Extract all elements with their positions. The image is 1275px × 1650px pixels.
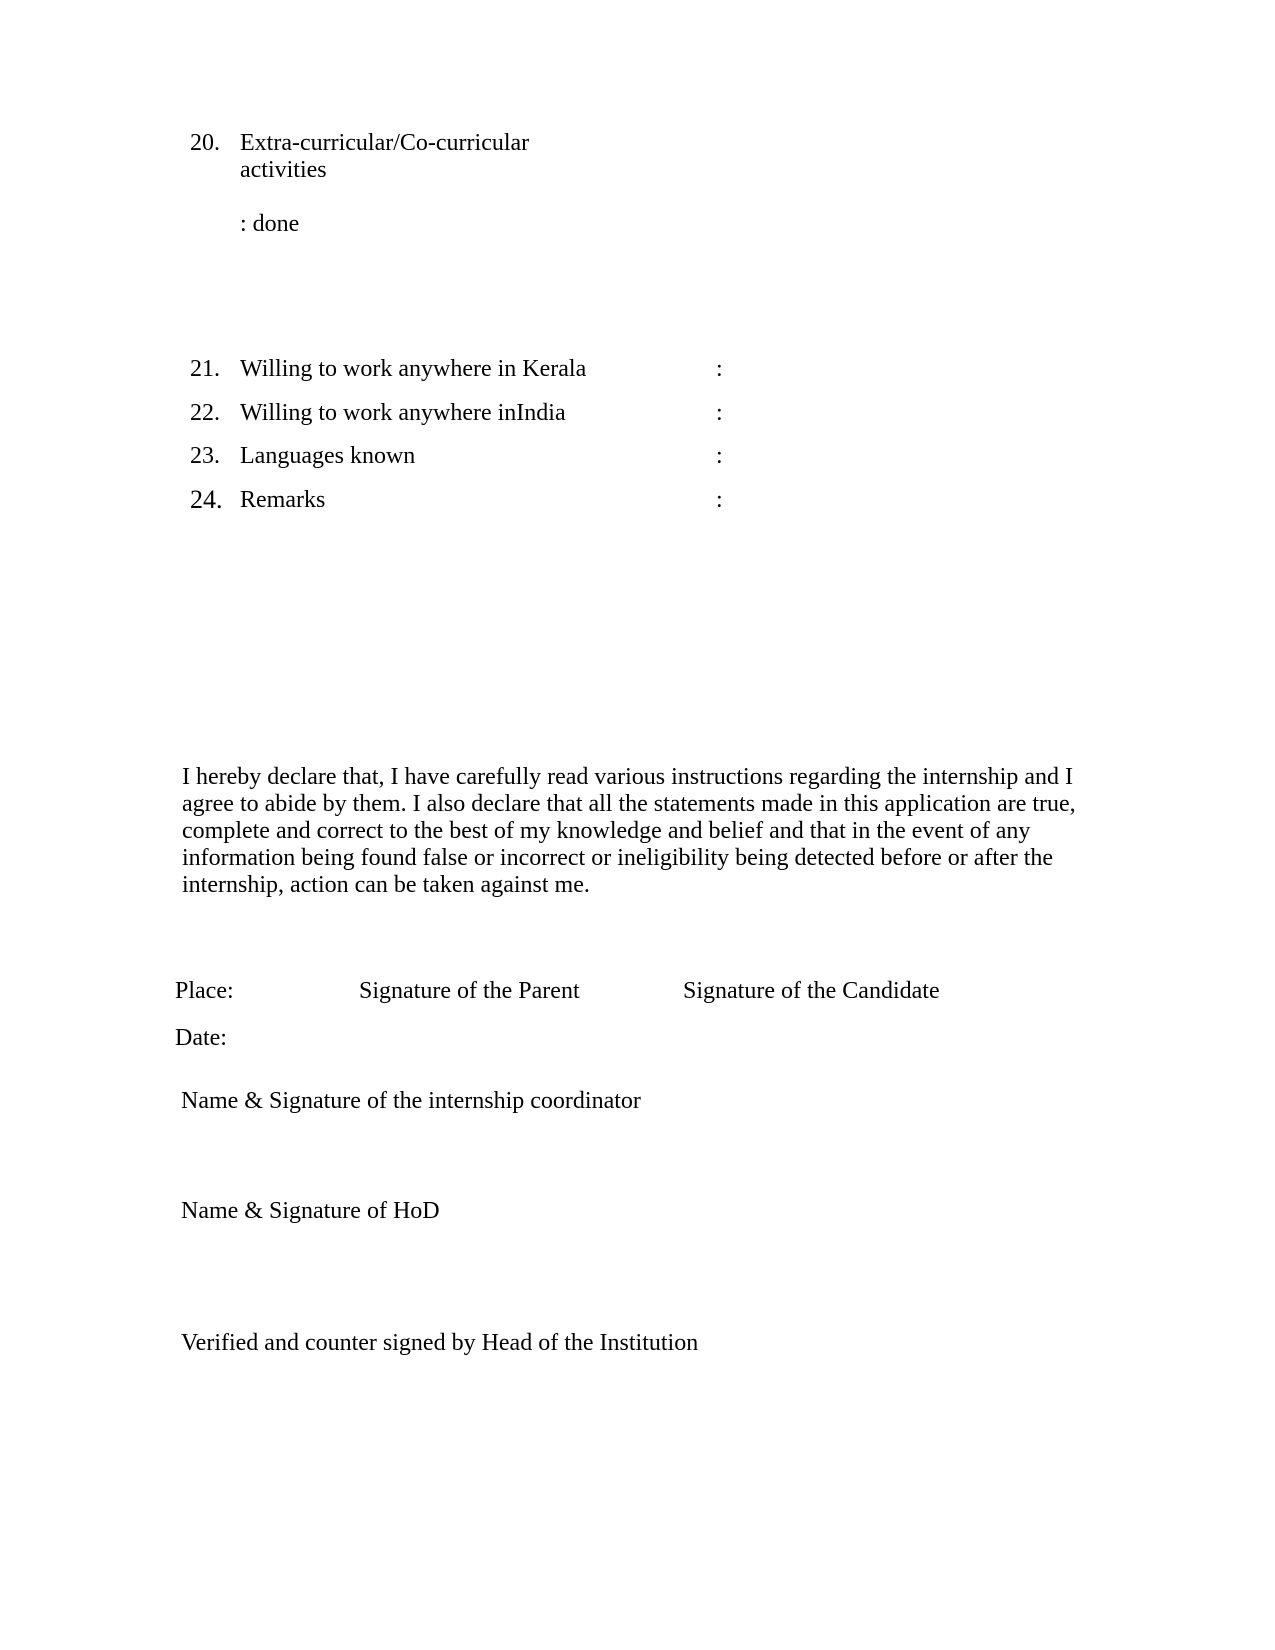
signature-candidate-label: Signature of the Candidate bbox=[683, 978, 940, 1004]
item-20-label: Extra-curricular/Co-curricular activities bbox=[240, 130, 530, 183]
declaration-paragraph bbox=[182, 764, 1082, 899]
signature-parent-label: Signature of the Parent bbox=[359, 978, 580, 1004]
item-22-number: 22. bbox=[190, 400, 220, 426]
declaration-line: internship, action can be taken against me. bbox=[182, 872, 590, 898]
declaration-line: complete and correct to the best of my knowledge and belief and that in the event of any bbox=[182, 818, 1031, 844]
form-item-22 bbox=[0, 400, 1275, 434]
item-21-colon: : bbox=[716, 356, 723, 382]
form-item-23 bbox=[0, 443, 1275, 477]
item-20-number: 20. bbox=[190, 130, 220, 156]
declaration-line: information being found false or incorrect or ineligibility being detected before or after the bbox=[182, 845, 1054, 871]
item-23-label: Languages known bbox=[240, 443, 416, 469]
form-item-24 bbox=[0, 485, 1275, 519]
hod-signature-label: Name & Signature of HoD bbox=[181, 1198, 440, 1224]
item-23-colon: : bbox=[716, 443, 723, 469]
item-20-value: : done bbox=[240, 211, 300, 237]
item-21-number: 21. bbox=[190, 356, 220, 382]
form-item-21 bbox=[0, 356, 1275, 390]
declaration-line: I hereby declare that, I have carefully read various instructions regarding the internship and I bbox=[182, 764, 1073, 790]
item-24-label: Remarks bbox=[240, 487, 326, 513]
item-21-label: Willing to work anywhere in Kerala bbox=[240, 356, 587, 382]
place-label: Place: bbox=[175, 978, 234, 1004]
item-24-number: 24. bbox=[190, 485, 223, 514]
signature-row bbox=[0, 978, 1275, 1012]
verified-countersign-label: Verified and counter signed by Head of the Institution bbox=[181, 1330, 699, 1356]
item-24-colon: : bbox=[716, 487, 723, 513]
item-22-colon: : bbox=[716, 400, 723, 426]
item-23-number: 23. bbox=[190, 443, 220, 469]
declaration-line: agree to abide by them. I also declare that all the statements made in this application are true, bbox=[182, 791, 1076, 817]
item-22-label: Willing to work anywhere inIndia bbox=[240, 400, 566, 426]
coordinator-signature-label: Name & Signature of the internship coordinator bbox=[181, 1088, 641, 1114]
form-item-20 bbox=[0, 130, 1275, 200]
date-label: Date: bbox=[175, 1025, 227, 1051]
